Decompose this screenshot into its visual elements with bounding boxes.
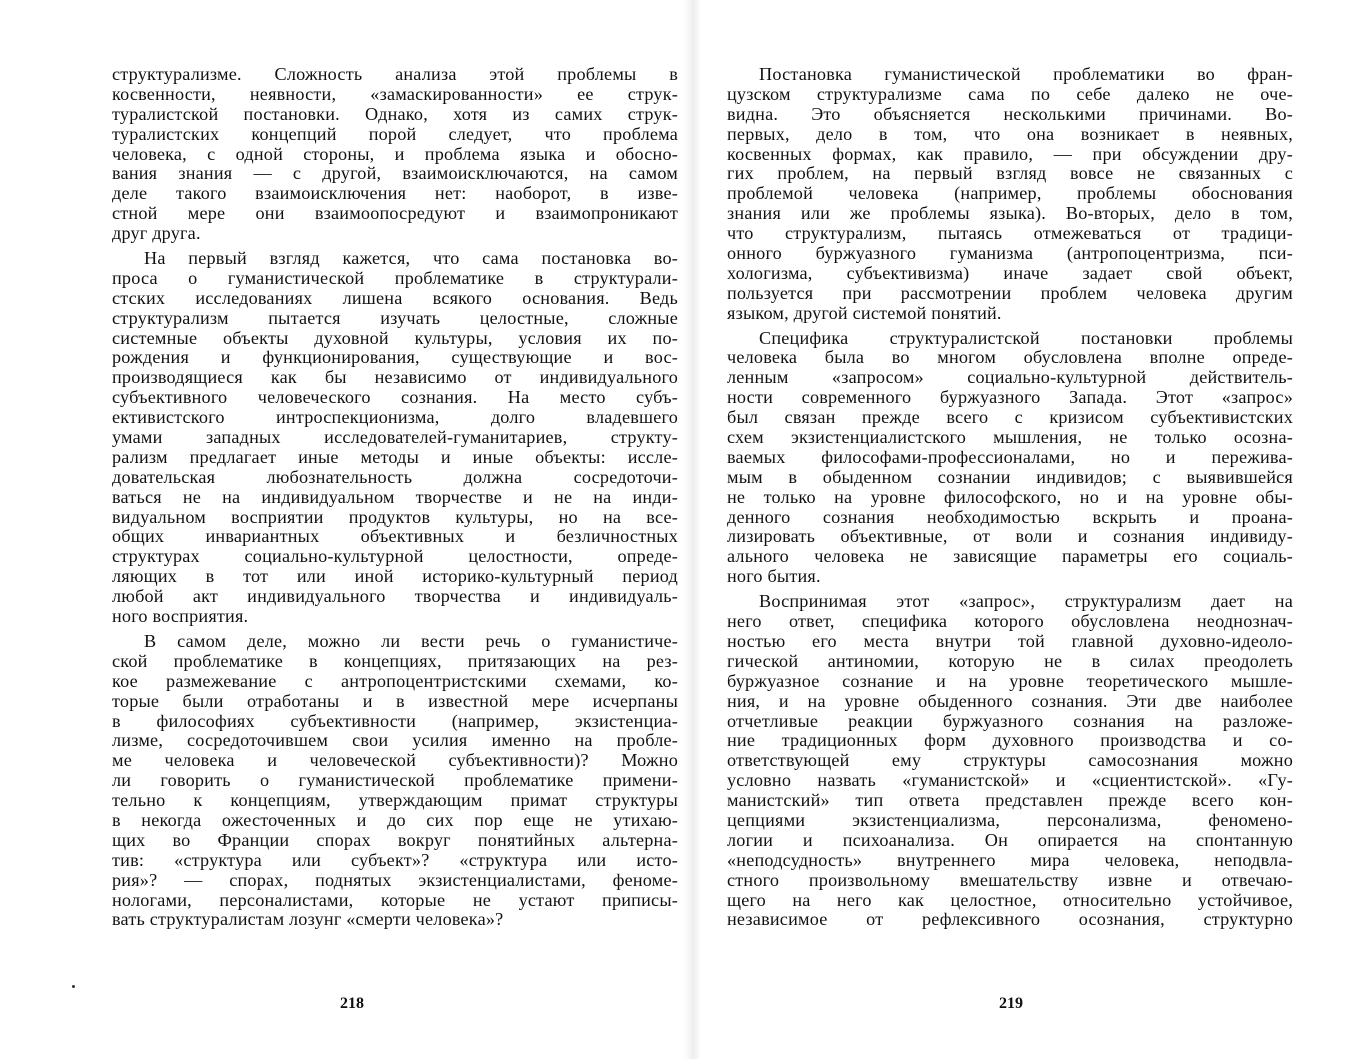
text-line: общих инвариантных объективных и безличностных [112,526,678,547]
text-line: лизме, сосредоточившем свои усилия именно на пробле- [112,730,678,751]
text-line: ме человека и человеческой субъективности)? Можно [112,750,678,771]
text-line: проса о гуманистической проблематике в структурали- [112,267,678,288]
text-line: щих во Франции спорах вокруг понятийных альтерна- [112,829,678,850]
text-line: рождения и функционирования, существующие и вос- [112,347,678,368]
text-line: ного бытия. [727,566,821,587]
text-line: щего на него как целостное, относительно устойчивое, [727,889,1293,910]
text-line: был связан прежде всего с кризисом субъективистских [727,407,1293,428]
text-line: системные объекты духовной культуры, условия их по- [112,327,678,348]
text-line: хологизма, субъективизма) иначе задает свой объект, [727,262,1293,283]
text-line: ляющих в тот или иной историко-культурный период [112,566,678,587]
text-line: друг друга. [112,223,201,244]
text-line: независимое от рефлексивного осознания, структурно [727,909,1293,930]
text-line: Постановка гуманистической проблематики во фран- [759,64,1293,84]
text-line: косвенности, неявности, «замаскированности» ее струк- [112,83,678,104]
left-page-text [112,65,678,930]
text-line: ленным «запросом» социально-культурной действитель- [727,367,1293,388]
text-line: ние традиционных форм духовного производства и со- [727,730,1293,751]
text-line: условно назвать «гуманистской» и «сциентистской». «Гу- [727,770,1293,791]
text-line: цузском структурализме сама по себе далеко не оче- [727,83,1293,104]
text-line: цепциями экзистенциализма, персонализма, феномено- [727,809,1293,830]
text-line: денного сознания необходимостью вскрыть и проана- [727,506,1293,527]
text-line: Специфика структуралистской постановки проблемы [759,327,1293,348]
text-line: ностью его места внутри той главной духовно-идеоло- [727,630,1293,651]
text-line: «неподсудность» внутреннего мира человека, неподвла- [727,849,1293,870]
right-page-text [727,65,1293,930]
text-line: туралистской постановки. Однако, хотя из самих струк- [112,103,678,124]
text-line: в философиях субъективности (например, экзистенциа- [112,710,678,731]
text-line: ваться не на индивидуальном творчестве и не на инди- [112,486,678,507]
text-line: ния, и на уровне обыденного сознания. Эти две наиболее [727,690,1293,711]
text-line: первых, дело в том, что она возникает в неявных, [727,123,1293,144]
text-line: буржуазное сознание и на уровне теоретического мышле- [727,670,1293,691]
text-line: структурализме. Сложность анализа этой проблемы в [112,64,678,84]
text-line: деле такого взаимоисключения нет: наоборот, в изве- [112,183,678,204]
text-line: не только на уровне философского, но и на уровне обы- [727,486,1293,507]
text-line: производящиеся как бы независимо от индивидуального [112,367,678,388]
page-number-right: 219 [999,995,1023,1012]
text-line: тельно к концепциям, утверждающим примат структуры [112,790,678,811]
text-line: нологами, персоналистами, которые не устают приписы- [112,889,678,910]
text-line: кое размежевание с антропоцентристскими схемами, ко- [112,670,678,691]
text-line: вания знания — с другой, взаимоисключаются, на самом [112,163,678,184]
text-line: лизировать объективные, от воли и сознания индивиду- [727,526,1293,547]
text-line: гической антиномии, которую не в силах преодолеть [727,650,1293,671]
text-line: гих проблем, на первый взгляд вовсе не связанных с [727,163,1293,184]
text-line: видна. Это объясняется несколькими причинами. Во- [727,103,1293,124]
page-number-left: 218 [340,995,364,1012]
text-line: стских исследованиях лишена всякого основания. Ведь [112,287,678,308]
text-line: ности современного буржуазного Запада. Этот «запрос» [727,387,1293,408]
text-line: ли говорить о гуманистической проблематике примени- [112,770,678,791]
text-line: манистский» тип ответа представлен прежде всего кон- [727,790,1293,811]
text-line: пользуется при рассмотрении проблем человека другим [727,282,1293,303]
text-line: умами западных исследователей-гуманитариев, структу- [112,427,678,448]
text-line: человека, с одной стороны, и проблема языка и обосно- [112,143,678,164]
text-line: стной мере они взаимоопосредуют и взаимопроникают [112,203,678,224]
text-line: онного буржуазного гуманизма (антропоцентризма, пси- [727,243,1293,264]
text-line: рализм предлагает иные методы и иные объекты: иссле- [112,446,678,467]
text-line: в некогда ожесточенных и до сих пор еще не утихаю- [112,809,678,830]
text-line: видуальном восприятии продуктов культуры, но на все- [112,506,678,527]
text-line: На первый взгляд кажется, что сама постановка во- [144,248,678,269]
text-line: В самом деле, можно ли вести речь о гуманистиче- [144,630,678,651]
text-line: стного произвольному вмешательству извне и отвечаю- [727,869,1293,890]
text-line: что структурализм, пытаясь отмежеваться от традици- [727,223,1293,244]
text-line: вать структуралистам лозунг «смерти человека»? [112,909,504,930]
text-line: схем экзистенциалистского мышления, не только осозна- [727,427,1293,448]
text-line: рия»? — спорах, поднятых экзистенциалистами, феноме- [112,869,678,890]
text-line: ективистского интроспекционизма, долго владевшего [112,407,678,428]
text-line: знания или же проблемы языка). Во-вторых, дело в том, [727,203,1293,224]
text-line: логии и психоанализа. Он опирается на спонтанную [727,829,1293,850]
text-line: ской проблематике в концепциях, притязающих на рез- [112,650,678,671]
text-line: Воспринимая этот «запрос», структурализм дает на [759,591,1293,612]
stray-mark [72,985,75,988]
right-page [683,0,1366,1059]
text-line: человека была во многом обусловлена вполне опреде- [727,347,1293,368]
text-line: довательская любознательность должна сосредоточи- [112,466,678,487]
text-line: ного восприятия. [112,606,249,627]
text-line: тив: «структура или субъект»? «структура или исто- [112,849,678,870]
text-line: любой акт индивидуального творчества и индивидуаль- [112,586,678,607]
text-line: субъективного человеческого сознания. На место субъ- [112,387,678,408]
text-line: туралистских концепций порой следует, что проблема [112,123,678,144]
text-line: структурализм пытается изучать целостные, сложные [112,307,678,328]
text-line: мым в обыденном сознании индивидов; с выявившейся [727,466,1293,487]
text-line: ального человека не зависящие параметры его социаль- [727,546,1293,567]
text-line: торые были отработаны и в известной мере исчерпаны [112,690,678,711]
text-line: косвенных формах, как правило, — при обсуждении дру- [727,143,1293,164]
text-line: проблемой человека (например, проблемы обоснования [727,183,1293,204]
text-line: него ответ, специфика которого обусловлена неоднознач- [727,611,1293,632]
text-line: отчетливые реакции буржуазного сознания на разложе- [727,710,1293,731]
text-line: ответствующей ему структуры самосознания можно [727,750,1293,771]
text-line: языком, другой системой понятий. [727,302,1002,323]
text-line: ваемых философами-профессионалами, но и пережива- [727,446,1293,467]
text-line: структурах социально-культурной целостности, опреде- [112,546,678,567]
